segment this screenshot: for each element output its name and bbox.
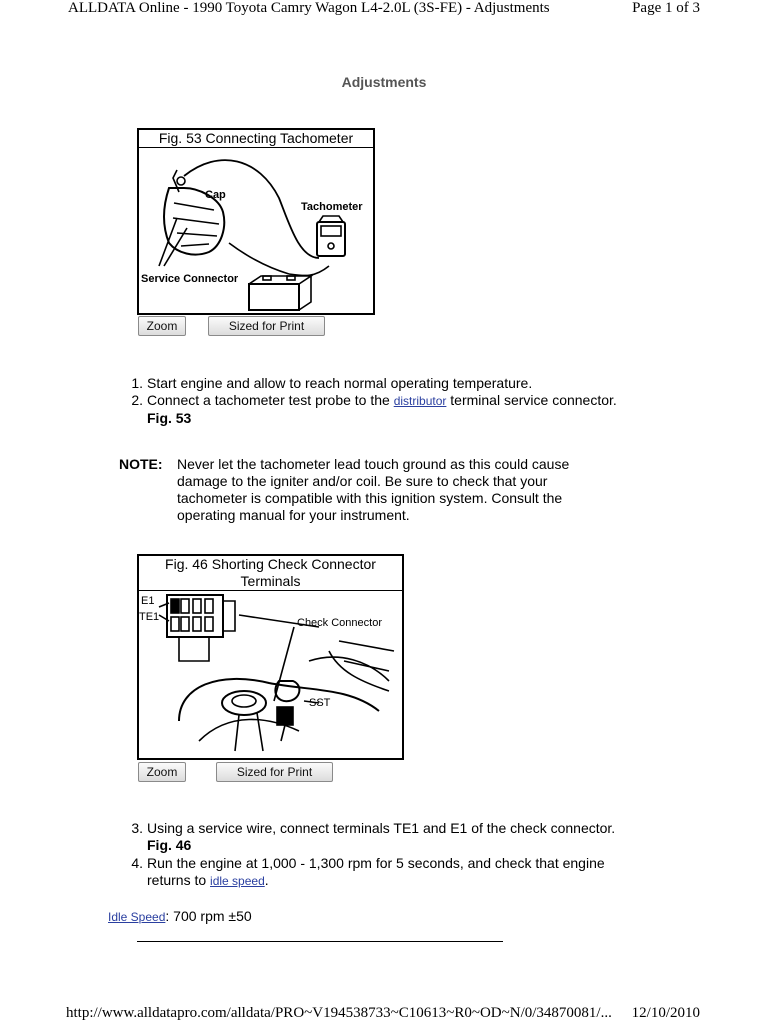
tachometer-diagram — [139, 148, 373, 312]
figure-46 — [137, 554, 404, 760]
list-item — [131, 392, 677, 427]
list-number: 1. — [131, 375, 143, 391]
distributor-link[interactable]: distributor — [393, 394, 447, 408]
check-connector-label: Check Connector — [297, 617, 382, 629]
zoom-button[interactable]: Zoom — [138, 316, 186, 336]
idle-speed-value: : 700 rpm ±50 — [165, 908, 252, 924]
step-text: returns to — [147, 872, 211, 888]
document-header-title: ALLDATA Online - 1990 Toyota Camry Wagon L4-2.0L (3S-FE) - Adjustments — [68, 0, 550, 16]
list-item — [131, 820, 677, 854]
step-text: Using a service wire, connect terminals TE1 and E1 of the check connector. — [147, 820, 616, 836]
cap-label: Cap — [205, 189, 226, 201]
figure-53 — [137, 128, 375, 315]
e1-label: E1 — [141, 595, 155, 607]
page-number: Page 1 of 3 — [632, 0, 700, 16]
idle-speed-spec-link[interactable]: Idle Speed — [108, 910, 166, 924]
list-item — [131, 855, 677, 890]
sst-label: SST — [309, 697, 331, 709]
tachometer-illustration — [139, 148, 373, 312]
te1-label: TE1 — [139, 611, 160, 623]
service-connector-label: Service Connector — [141, 273, 239, 285]
list-item — [131, 375, 533, 392]
list-number: 3. — [131, 820, 143, 836]
sized-for-print-button[interactable]: Sized for Print — [216, 762, 333, 782]
figure-46-caption: Fig. 46 Shorting Check Connector Terminals — [139, 556, 402, 591]
footer-date: 12/10/2010 — [631, 1005, 700, 1021]
page-title: Adjustments — [341, 74, 427, 90]
zoom-button[interactable]: Zoom — [138, 762, 186, 782]
sized-for-print-button[interactable]: Sized for Print — [208, 316, 325, 336]
idle-speed-link[interactable]: idle speed — [210, 874, 265, 888]
tachometer-label: Tachometer — [301, 201, 363, 213]
list-number: 4. — [131, 855, 143, 871]
note-label: NOTE: — [119, 456, 163, 472]
step-text: Start engine and allow to reach normal operating temperature. — [147, 375, 533, 391]
list-number: 2. — [131, 392, 143, 408]
figure-53-caption: Fig. 53 Connecting Tachometer — [139, 130, 373, 148]
footer-url: http://www.alldatapro.com/alldata/PRO~V194538733~C10613~R0~OD~N/0/34870081/... — [66, 1005, 612, 1021]
step-text: . — [264, 872, 269, 888]
step-text: terminal service connector. — [446, 392, 617, 408]
note-text: Never let the tachometer lead touch ground as this could cause damage to the igniter and/or coil. Be sure to check that your tachometer is compatible with this ignition system. Consult the operating manual for your instrument. — [177, 456, 570, 523]
figure-reference: Fig. 53 — [147, 410, 192, 426]
divider — [137, 941, 503, 942]
figure-reference: Fig. 46 — [147, 837, 192, 853]
check-connector-diagram — [139, 591, 402, 757]
step-text: Connect a tachometer test probe to the — [147, 392, 394, 408]
check-connector-illustration — [139, 591, 402, 757]
step-text: Run the engine at 1,000 - 1,300 rpm for 5 seconds, and check that engine — [147, 855, 605, 871]
idle-speed-spec — [108, 908, 252, 924]
